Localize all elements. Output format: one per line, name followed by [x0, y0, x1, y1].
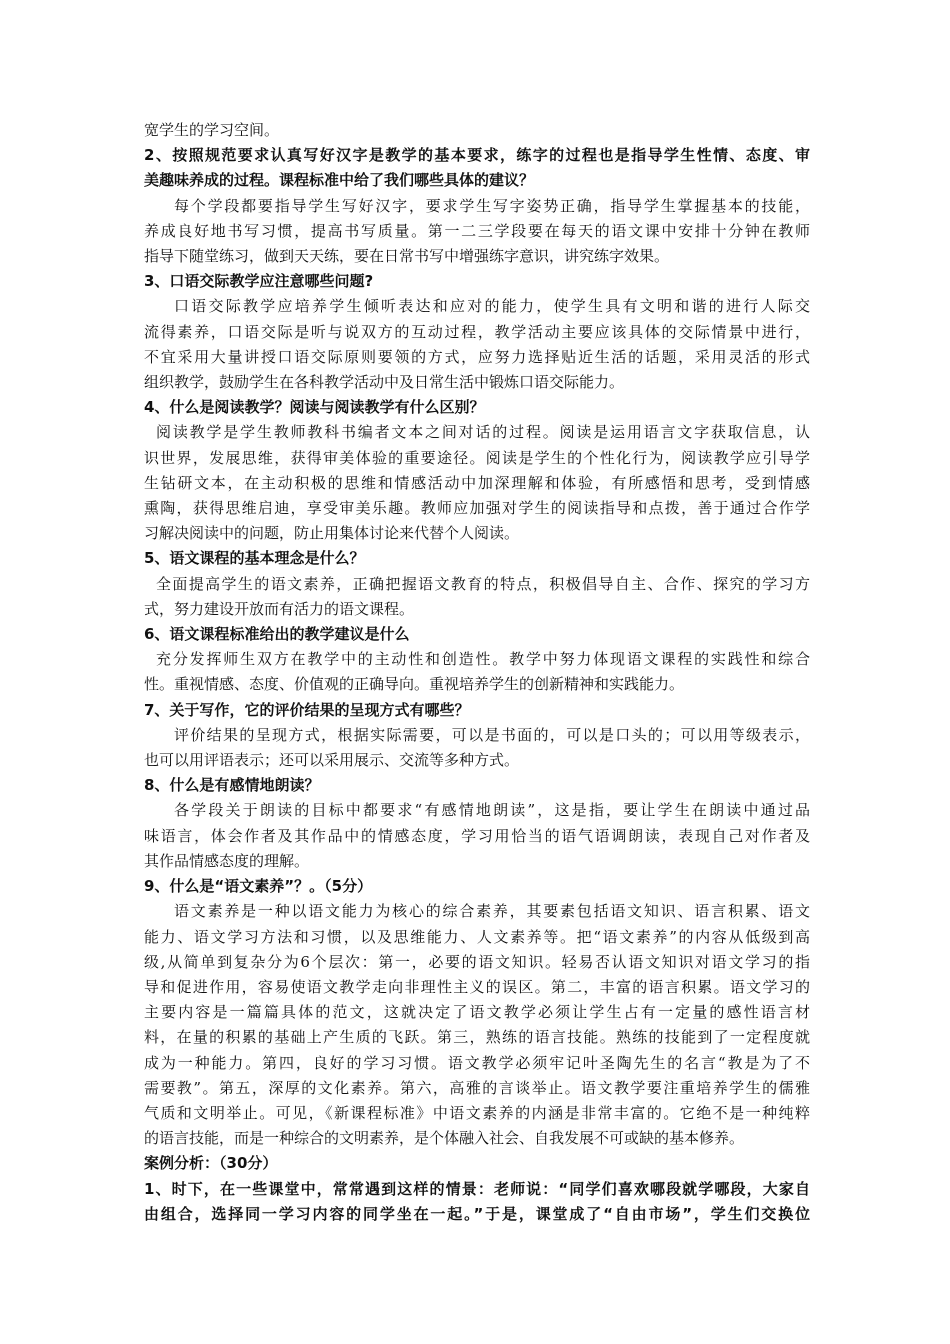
paragraph-line: 充分发挥师生双方在教学中的主动性和创造性。教学中努力体现语文课程的实践性和综合	[156, 650, 810, 669]
paragraph-line: 全面提高学生的语文素养，正确把握语文教育的特点，积极倡导自主、合作、探究的学习方	[156, 574, 810, 593]
paragraph-line: 习解决阅读中的问题，防止用集体讨论来代替个人阅读。	[144, 524, 520, 543]
question-heading-line: 美趣味养成的过程。课程标准中给了我们哪些具体的建议？	[144, 171, 535, 190]
paragraph-line: 能力、语文学习方法和习惯，以及思维能力、人文素养等。把“语文素养”的内容从低级到高	[144, 927, 810, 946]
paragraph-line: 每个学段都要指导学生写好汉字，要求学生写字姿势正确，指导学生掌握基本的技能，	[174, 196, 810, 215]
paragraph-line: 流得素养，口语交际是听与说双方的互动过程，教学活动主要应该具体的交际情景中进行，	[144, 322, 810, 341]
question-heading-line: 1、时下，在一些课堂中，常常遇到这样的情景：老师说：“同学们喜欢哪段就学哪段，大家自	[144, 1179, 810, 1198]
paragraph-line: 不宜采用大量讲授口语交际原则要领的方式，应努力选择贴近生活的话题，采用灵活的形式	[144, 347, 810, 366]
paragraph-line: 组织教学，鼓励学生在各科教学活动中及日常生活中锻炼口语交际能力。	[144, 373, 625, 392]
paragraph-line: 的语言技能，而是一种综合的文明素养，是个体融入社会、自我发展不可或缺的基本修养。	[144, 1129, 745, 1148]
paragraph-line: 其作品情感态度的理解。	[144, 851, 310, 870]
paragraph-line: 级,从简单到复杂分为6个层次：第一，必要的语文知识。轻易否认语文知识对语文学习的指	[144, 952, 810, 971]
paragraph-line: 性。重视情感、态度、价值观的正确导向。重视培养学生的创新精神和实践能力。	[144, 675, 685, 694]
question-heading-line: 7、关于写作，它的评价结果的呈现方式有哪些？	[144, 700, 470, 719]
document-body	[144, 118, 810, 1227]
paragraph-line: 料，在量的积累的基础上产生质的飞跃。第三，熟练的语言技能。熟练的技能到了一定程度就	[144, 1028, 810, 1047]
paragraph-line: 导和促进作用，容易使语文教学走向非理性主义的误区。第二，丰富的语言积累。语文学习的	[144, 977, 810, 996]
paragraph-line: 主要内容是一篇篇具体的范文，这就决定了语文教学必须让学生占有一定量的感性语言材	[144, 1003, 810, 1022]
paragraph-line: 养成良好地书写习惯，提高书写质量。第一二三学段要在每天的语文课中安排十分钟在教师	[144, 221, 810, 240]
paragraph-line: 生钻研文本，在主动积极的思维和情感活动中加深理解和体验，有所感悟和思考，受到情感	[144, 473, 810, 492]
paragraph-line: 语文素养是一种以语文能力为核心的综合素养，其要素包括语文知识、语言积累、语文	[174, 902, 810, 921]
paragraph-line: 气质和文明举止。可见，《新课程标准》中语文素养的内涵是非常丰富的。它绝不是一种纯粹	[144, 1103, 810, 1122]
paragraph-line: 各学段关于朗读的目标中都要求“有感情地朗读”，这是指，要让学生在朗读中通过品	[174, 801, 810, 820]
question-heading-line: 5、语文课程的基本理念是什么？	[144, 549, 365, 568]
paragraph-line: 评价结果的呈现方式，根据实际需要，可以是书面的，可以是口头的；可以用等级表示，	[174, 725, 810, 744]
question-heading-line: 6、语文课程标准给出的教学建议是什么	[144, 625, 410, 644]
question-heading-line: 9、什么是“语文素养”？。（5分）	[144, 877, 373, 896]
paragraph-line: 式，努力建设开放而有活力的语文课程。	[144, 599, 415, 618]
paragraph-line: 熏陶，获得思维启迪，享受审美乐趣。教师应加强对学生的阅读指导和点拨，善于通过合作学	[144, 499, 810, 518]
paragraph-line: 宽学生的学习空间。	[144, 121, 280, 139]
paragraph-line: 也可以用评语表示；还可以采用展示、交流等多种方式。	[144, 751, 520, 770]
question-heading-line: 3、口语交际教学应注意哪些问题?	[144, 272, 374, 291]
paragraph-line: 味语言，体会作者及其作品中的情感态度，学习用恰当的语气语调朗读，表现自己对作者及	[144, 826, 810, 845]
question-heading-line: 案例分析：（30分）	[144, 1154, 278, 1173]
question-heading-line: 8、什么是有感情地朗读？	[144, 776, 320, 795]
paragraph-line: 口语交际教学应培养学生倾听表达和应对的能力，使学生具有文明和谐的进行人际交	[174, 297, 810, 316]
question-heading-line: 4、什么是阅读教学？阅读与阅读教学有什么区别？	[144, 398, 485, 417]
question-heading-line: 2、按照规范要求认真写好汉字是教学的基本要求，练字的过程也是指导学生性情、态度、审	[144, 146, 810, 165]
paragraph-line: 需要教”。第五，深厚的文化素养。第六，高雅的言谈举止。语文教学要注重培养学生的儒雅	[144, 1078, 810, 1097]
paragraph-line: 识世界，发展思维，获得审美体验的重要途径。阅读是学生的个性化行为，阅读教学应引导学	[144, 448, 810, 467]
question-heading-line: 由组合，选择同一学习内容的同学坐在一起。”于是，课堂成了“自由市场”，学生们交换位	[144, 1204, 810, 1223]
paragraph-line: 指导下随堂练习，做到天天练，要在日常书写中增强练字意识，讲究练字效果。	[144, 247, 670, 266]
paragraph-line: 阅读教学是学生教师教科书编者文本之间对话的过程。阅读是运用语言文字获取信息，认	[156, 423, 810, 442]
paragraph-line: 成为一种能力。第四，良好的学习习惯。语文教学必须牢记叶圣陶先生的名言“教是为了不	[144, 1053, 810, 1072]
